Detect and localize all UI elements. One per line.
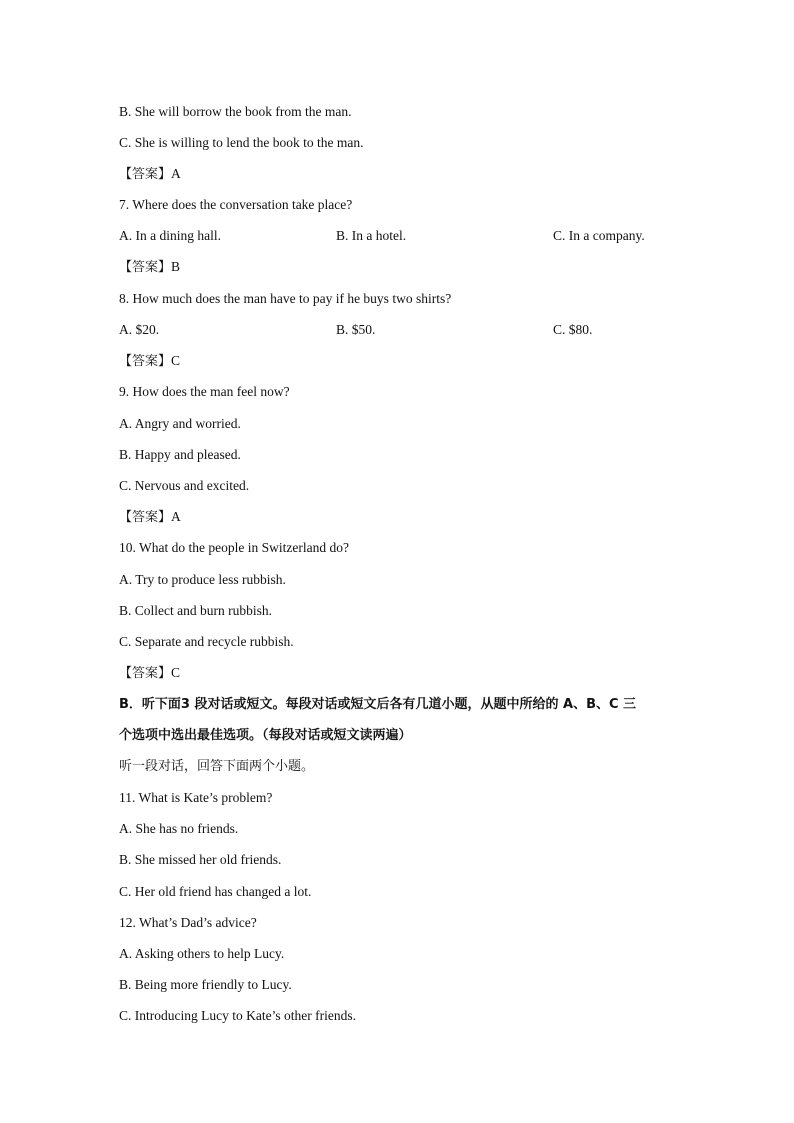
answer-label: 【答案】: [119, 510, 172, 525]
option-b-q10: B. Collect and burn rubbish.: [119, 603, 272, 618]
answer-value: A: [171, 166, 181, 181]
question-10: 10. What do the people in Switzerland do?: [119, 540, 349, 555]
option-c-q9: C. Nervous and excited.: [119, 478, 250, 493]
answer-label: 【答案】: [119, 354, 172, 369]
answer-q10: [119, 664, 180, 683]
question-7: 7. Where does the conversation take place?: [119, 197, 353, 212]
option-a-q9: A. Angry and worried.: [119, 416, 241, 431]
option-b-q7: B. In a hotel.: [336, 228, 407, 243]
option-b-q12: B. Being more friendly to Lucy.: [119, 977, 292, 992]
option-c-q11: C. Her old friend has changed a lot.: [119, 884, 312, 899]
answer-label: 【答案】: [119, 167, 172, 182]
answer-q9: [119, 508, 181, 527]
option-b-q8: B. $50.: [336, 322, 376, 337]
question-8: 8. How much does the man have to pay if he buys two shirts?: [119, 291, 452, 306]
answer-value: C: [171, 353, 181, 368]
section-instruction: 听一段对话，回答下面两个小题。: [119, 759, 315, 774]
option-c-q8: C. $80.: [553, 322, 593, 337]
section-b-heading-line1: B．听下面3 段对话或短文。每段对话或短文后各有几道小题，从题中所给的 A、B、C 三: [119, 697, 637, 712]
question-12: 12. What’s Dad’s advice?: [119, 915, 257, 930]
question-9: 9. How does the man feel now?: [119, 384, 290, 399]
answer-value: C: [171, 665, 181, 680]
answer-value: B: [171, 259, 181, 274]
option-a-q11: A. She has no friends.: [119, 821, 239, 836]
answer-value: A: [171, 509, 181, 524]
answer-label: 【答案】: [119, 260, 172, 275]
option-c-q12: C. Introducing Lucy to Kate’s other friends.: [119, 1008, 356, 1023]
option-a-q10: A. Try to produce less rubbish.: [119, 572, 286, 587]
option-b-q11: B. She missed her old friends.: [119, 852, 282, 867]
answer-q6: [119, 165, 181, 184]
option-c-q10: C. Separate and recycle rubbish.: [119, 634, 294, 649]
option-c-q6: C. She is willing to lend the book to the man.: [119, 135, 364, 150]
answer-label: 【答案】: [119, 666, 172, 681]
option-a-q8: A. $20.: [119, 322, 160, 337]
answer-q7: [119, 258, 180, 277]
option-a-q12: A. Asking others to help Lucy.: [119, 946, 285, 961]
option-b-q9: B. Happy and pleased.: [119, 447, 241, 462]
section-b-heading-line2: 个选项中选出最佳选项。（每段对话或短文读两遍）: [119, 728, 412, 743]
option-c-q7: C. In a company.: [553, 228, 645, 243]
option-b-q6: B. She will borrow the book from the man.: [119, 104, 352, 119]
option-a-q7: A. In a dining hall.: [119, 228, 221, 243]
question-11: 11. What is Kate’s problem?: [119, 790, 273, 805]
answer-q8: [119, 352, 180, 371]
